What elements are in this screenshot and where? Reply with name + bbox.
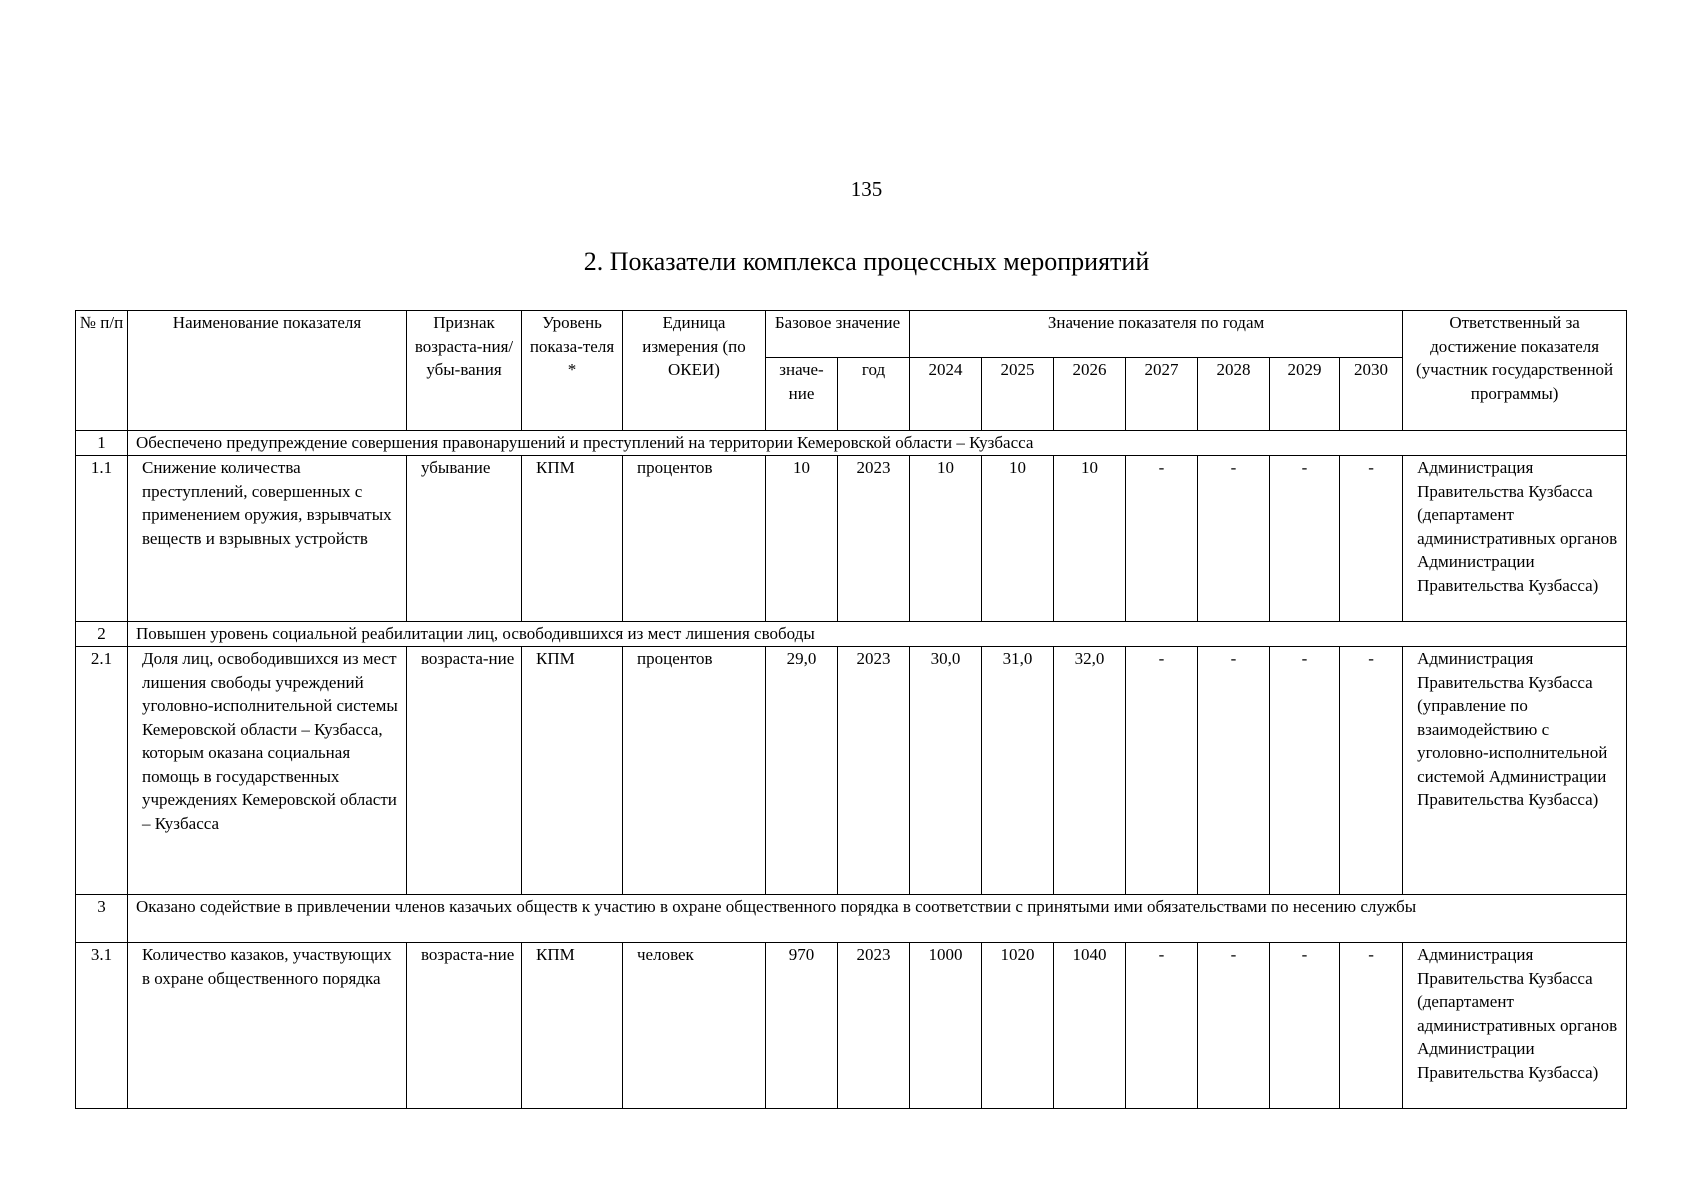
indicator-name: Доля лиц, освободившихся из мест лишения свободы учреждений уголовно-исполнительной системы Кемеровской области – Кузбасса, которым оказана социальная помощь в государственных учреждениях Кемеровской области – Кузбасса [128,647,407,895]
header-year: 2028 [1198,358,1270,431]
base-value: 10 [766,456,838,622]
header-row-top [76,311,1627,358]
year-value: 1020 [982,943,1054,1109]
year-value: 10 [910,456,982,622]
section-num: 2 [76,622,128,647]
year-value: - [1270,647,1340,895]
year-value: 10 [982,456,1054,622]
year-value: - [1270,456,1340,622]
section-row [76,895,1627,943]
year-value: 1040 [1054,943,1126,1109]
section-title: Обеспечено предупреждение совершения правонарушений и преступлений на территории Кемеровской области – Кузбасса [128,431,1627,456]
year-value: - [1126,456,1198,622]
header-level: Уровень показа-теля * [522,311,623,431]
year-value: - [1340,647,1403,895]
row-num: 1.1 [76,456,128,622]
base-value: 970 [766,943,838,1109]
indicator-name: Снижение количества преступлений, совершенных с применением оружия, взрывчатых веществ и взрывных устройств [128,456,407,622]
section-row [76,431,1627,456]
responsible: Администрация Правительства Кузбасса (департамент административных органов Администрации Правительства Кузбасса) [1403,456,1627,622]
page-title: 2. Показатели комплекса процессных мероприятий [583,247,1150,276]
header-base-year: год [838,358,910,431]
year-value: - [1126,647,1198,895]
year-value: - [1126,943,1198,1109]
section-num: 3 [76,895,128,943]
indicator-unit: процентов [623,456,766,622]
table-row [76,647,1627,895]
indicator-sign: возраста-ние [407,647,522,895]
table-row [76,456,1627,622]
header-year: 2026 [1054,358,1126,431]
header-by-years: Значение показателя по годам [910,311,1403,358]
header-year: 2029 [1270,358,1340,431]
header-base: Базовое значение [766,311,910,358]
responsible: Администрация Правительства Кузбасса (департамент административных органов Администрации Правительства Кузбасса) [1403,943,1627,1109]
header-year: 2027 [1126,358,1198,431]
year-value: - [1198,647,1270,895]
header-year: 2025 [982,358,1054,431]
indicator-unit: процентов [623,647,766,895]
base-year: 2023 [838,943,910,1109]
header-name: Наименование показателя [128,311,407,431]
year-value: - [1270,943,1340,1109]
table-row [76,943,1627,1109]
header-sign: Признак возраста-ния/убы-вания [407,311,522,431]
section-row [76,622,1627,647]
indicators-table [75,310,1627,1109]
year-value: 32,0 [1054,647,1126,895]
year-value: - [1340,943,1403,1109]
row-num: 2.1 [76,647,128,895]
responsible: Администрация Правительства Кузбасса (управление по взаимодействию с уголовно-исполнительной системой Администрации Правительства Кузбасса) [1403,647,1627,895]
header-base-value: значе-ние [766,358,838,431]
year-value: 30,0 [910,647,982,895]
year-value: - [1340,456,1403,622]
indicator-level: КПМ [522,943,623,1109]
indicator-level: КПМ [522,456,623,622]
indicator-sign: возраста-ние [407,943,522,1109]
indicator-sign: убывание [407,456,522,622]
indicator-unit: человек [623,943,766,1109]
section-title: Повышен уровень социальной реабилитации лиц, освободившихся из мест лишения свободы [128,622,1627,647]
indicator-name: Количество казаков, участвующих в охране общественного порядка [128,943,407,1109]
year-value: 1000 [910,943,982,1109]
base-value: 29,0 [766,647,838,895]
header-year: 2024 [910,358,982,431]
row-num: 3.1 [76,943,128,1109]
base-year: 2023 [838,456,910,622]
header-unit: Единица измерения (по ОКЕИ) [623,311,766,431]
year-value: 31,0 [982,647,1054,895]
section-title: Оказано содействие в привлечении членов казачьих обществ к участию в охране общественного порядка в соответствии с принятыми ими обязательствами по несению службы [128,895,1627,943]
header-responsible: Ответственный за достижение показателя (участник государственной программы) [1403,311,1627,431]
header-year: 2030 [1340,358,1403,431]
year-value: - [1198,943,1270,1109]
indicator-level: КПМ [522,647,623,895]
header-num: № п/п [76,311,128,431]
base-year: 2023 [838,647,910,895]
section-num: 1 [76,431,128,456]
page-number: 135 [850,177,883,201]
year-value: 10 [1054,456,1126,622]
year-value: - [1198,456,1270,622]
